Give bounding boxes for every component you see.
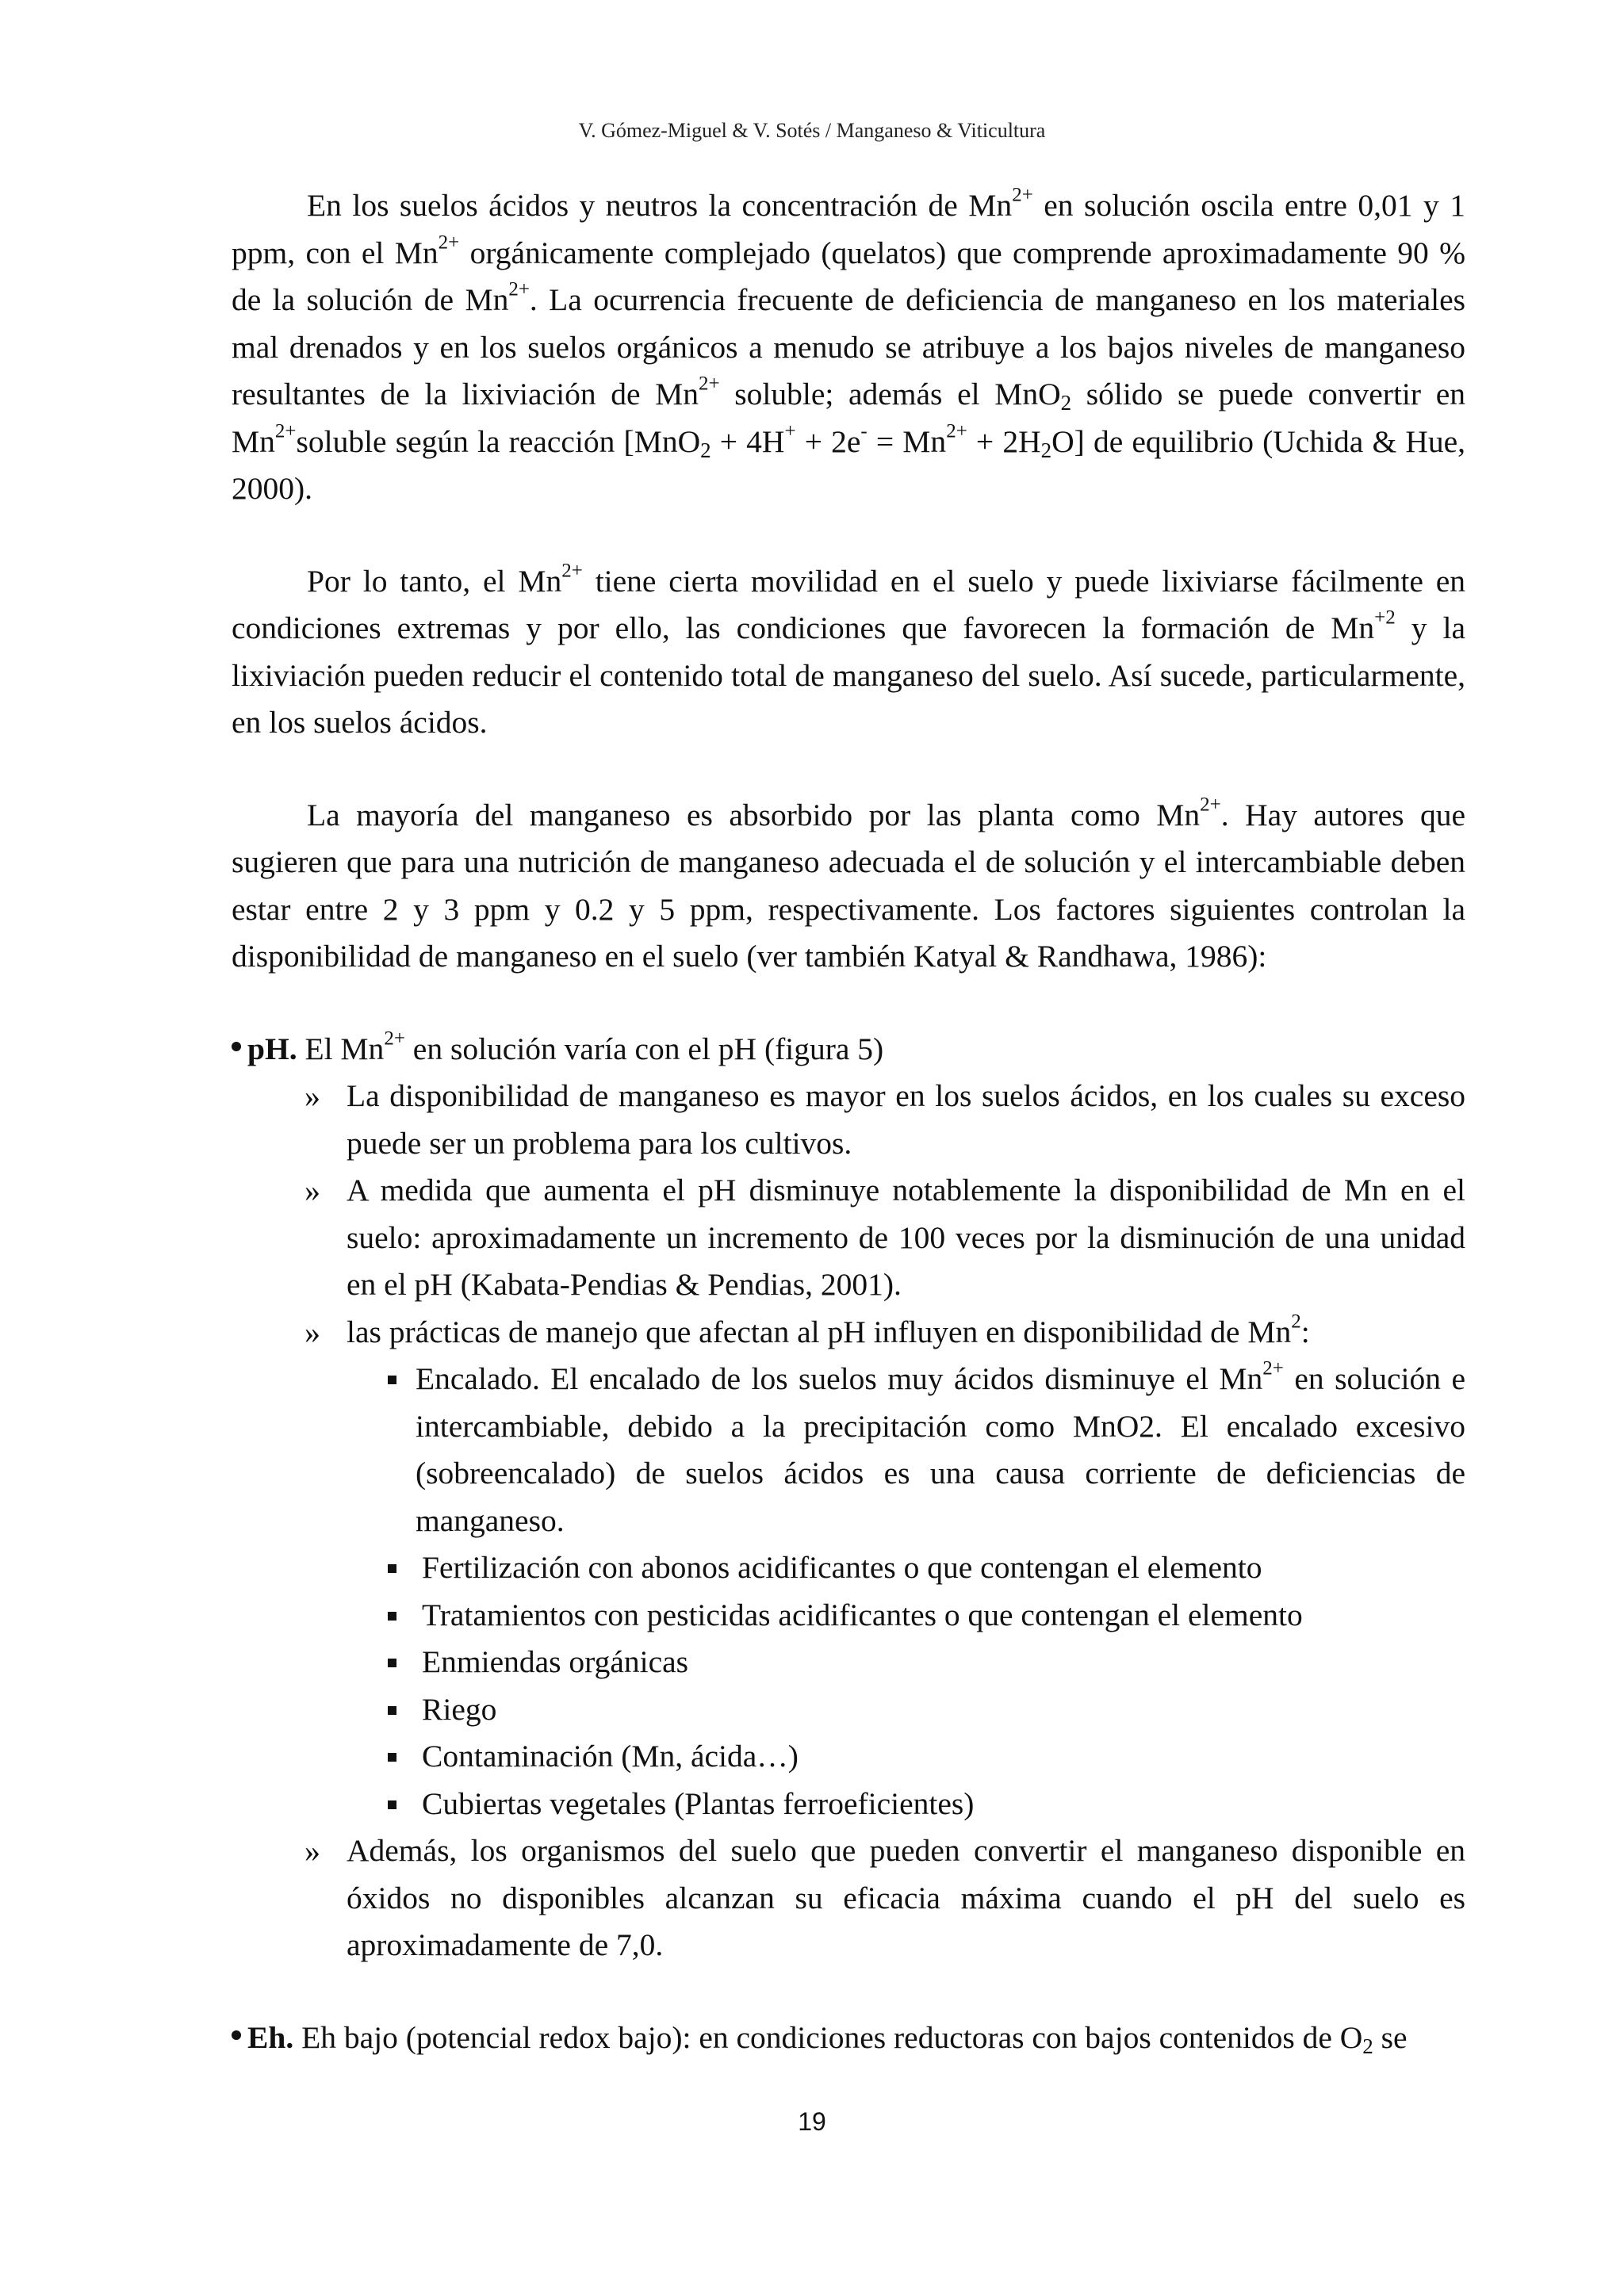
ph-arrow-item: » Además, los organismos del suelo que pueden convertir el manganeso disponible en óxidos no disponibles alcanzan su eficacia máxima cuando el pH del suelo es aproximadamente de 7,0. [232,1827,1465,1969]
square-bullet-icon [388,1612,396,1621]
management-practice-item: Riego [232,1686,1465,1734]
management-practice-item: Contaminación (Mn, ácida…) [232,1733,1465,1781]
management-practice-item: Encalado. El encalado de los suelos muy ácidos disminuye el $Mn^{2+}$ en solución e intercambiable, debido a la precipitación como MnO2. El encalado excesivo (sobreencalado) de suelos ácidos es una causa corriente de deficiencias de manganeso. [232,1356,1465,1544]
square-bullet-icon [388,1659,396,1667]
management-practice-item: Fertilización con abonos acidificantes o que contengan el elemento [232,1544,1465,1592]
paragraph-manganese-concentration: En los suelos ácidos y neutros la concentración de $Mn^{2+}$ en solución oscila entre 0,01 y 1 ppm, con el $Mn^{2+}$ orgánicamente complejado (quelatos) que comprende aproximadamente 90 % de la solución de $Mn^{2+}$. La ocurrencia frecuente de deficiencia de manganeso en los materiales mal drenados y en los suelos orgánicos a menudo se atribuye a los bajos niveles de manganeso resultantes de la lixiviación de $Mn^{2+}$ soluble; además el MnO$_2$ sólido se puede convertir en $Mn^{2+}soluble$ según la reacción $[MnO_2 + 4H^+ + 2e^- = Mn^{2+} + 2H_2O]$ de equilibrio (Uchida & Hue, 2000). [232,184,1466,506]
square-bullet-icon [388,1753,396,1762]
document-body [232,182,1465,2061]
management-practice-item: Tratamientos con pesticidas acidificantes o que contengan el elemento [232,1592,1465,1640]
paragraph-mobility: Por lo tanto, el $Mn^{2+}$ tiene cierta movilidad en el suelo y puede lixiviarse fácilmente en condiciones extremas y por ello, las condiciones que favorecen la formación de $Mn^{+2}$ y la lixiviación pueden reducir el contenido total de manganeso del suelo. Así sucede, particularmente, en los suelos ácidos. [232,559,1465,740]
bullet-eh: Eh. Eh bajo (potencial redox bajo): en condiciones reductoras con bajos contenidos de $O_2$ se [232,2015,1465,2062]
ph-arrow-item: » La disponibilidad de manganeso es mayor en los suelos ácidos, en los cuales su exceso puede ser un problema para los cultivos. [232,1073,1465,1167]
page-number: 19 [798,2107,826,2136]
management-practice-item: Cubiertas vegetales (Plantas ferroeficientes) [232,1781,1465,1828]
ph-arrow-item: » las prácticas de manejo que afectan al pH influyen en disponibilidad de Mn$^2$: [232,1309,1465,1357]
ph-arrow-item: » A medida que aumenta el pH disminuye notablemente la disponibilidad de Mn en el suelo: aproximadamente un incremento de 100 veces por la disminución de una unidad en el pH (Kabata-Pendias & Pendias, 2001). [232,1167,1465,1309]
bullet-dot-icon [232,1042,241,1051]
arrow-bullet-icon: » [304,1314,320,1350]
arrow-bullet-icon: » [304,1833,320,1869]
square-bullet-icon [388,1376,396,1384]
square-bullet-icon [388,1800,396,1809]
bullet-dot-icon [232,2030,241,2040]
management-practice-item: Enmiendas orgánicas [232,1639,1465,1686]
arrow-bullet-icon: » [304,1078,320,1114]
square-bullet-icon [388,1706,396,1715]
arrow-bullet-icon: » [304,1173,320,1208]
bullet-ph: pH. El $Mn^{2+}$ en solución varía con el pH (figura 5) [232,1026,1465,1073]
paragraph-absorption: La mayoría del manganeso es absorbido por las planta como $Mn^{2+}$. Hay autores que sugieren que para una nutrición de manganeso adecuada el de solución y el intercambiable deben estar entre 2 y 3 ppm y 0.2 y 5 ppm, respectivamente. Los factores siguientes controlan la disponibilidad de manganeso en el suelo (ver también Katyal & Randhawa, 1986): [232,793,1465,974]
square-bullet-icon [388,1564,396,1573]
running-header: V. Gómez-Miguel & V. Sotés / Manganeso & Viticultura [578,119,1046,142]
